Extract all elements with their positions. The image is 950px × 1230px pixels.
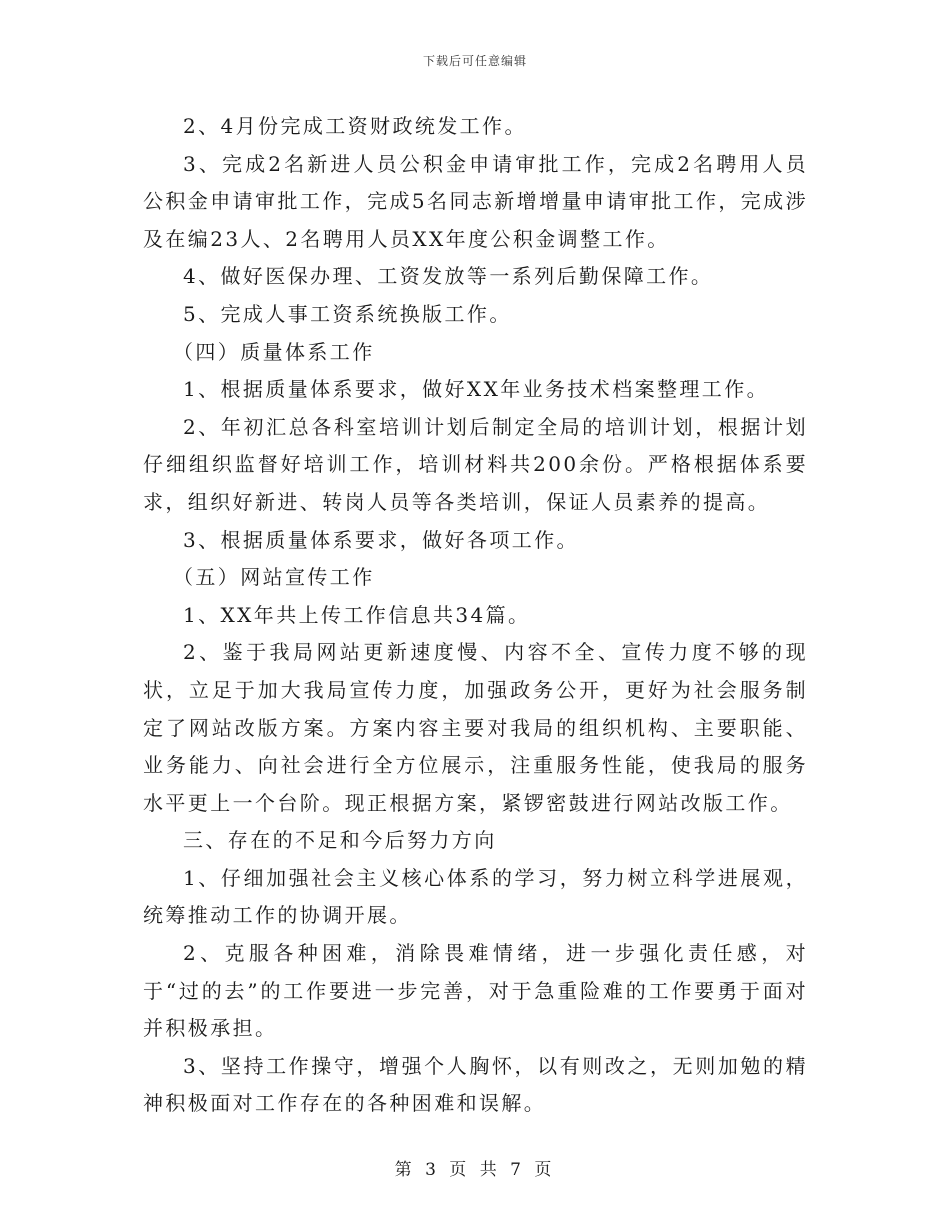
paragraph: 3、完成2名新进人员公积金申请审批工作，完成2名聘用人员公积金申请审批工作，完成5名同志新增增量申请审批工作，完成涉及在编23人、2名聘用人员XX年度公积金调整工作。 — [143, 151, 808, 251]
section-heading: 三、存在的不足和今后努力方向 — [183, 828, 497, 853]
header-note: 下载后可任意编辑 — [422, 54, 527, 68]
paragraph: 2、克服各种困难，消除畏难情绪，进一步强化责任感，对于“过的去”的工作要进一步完善，对于急重险难的工作要勇于面对并积极承担。 — [143, 941, 808, 1041]
paragraph: 1、仔细加强社会主义核心体系的学习，努力树立科学进展观，统筹推动工作的协调开展。 — [143, 865, 808, 928]
paragraph: 4、做好医保办理、工资发放等一系列后勤保障工作。 — [183, 264, 714, 289]
section-heading: （四）质量体系工作 — [173, 339, 375, 364]
page-number: 第 3 页 共 7 页 — [394, 1160, 556, 1180]
document-body — [143, 108, 808, 1123]
paragraph: 3、根据质量体系要求，做好各项工作。 — [183, 527, 579, 552]
paragraph: 1、根据质量体系要求，做好XX年业务技术档案整理工作。 — [183, 377, 770, 402]
paragraph: 2、4月份完成工资财政统发工作。 — [183, 114, 527, 138]
paragraph: 1、XX年共上传工作信息共34篇。 — [183, 602, 531, 627]
paragraph: 3、坚持工作操守，增强个人胸怀，以有则改之，无则加勉的精神积极面对工作存在的各种困难和误解。 — [143, 1053, 808, 1116]
section-heading: （五）网站宣传工作 — [173, 565, 375, 590]
paragraph: 2、鉴于我局网站更新速度慢、内容不全、宣传力度不够的现状，立足于加大我局宣传力度，加强政务公开，更好为社会服务制定了网站改版方案。方案内容主要对我局的组织机构、主要职能、业务能力、向社会进行全方位展示，注重服务性能，使我局的服务水平更上一个台阶。现正根据方案，紧锣密鼓进行网站改版工作。 — [143, 640, 808, 815]
paragraph: 5、完成人事工资系统换版工作。 — [183, 301, 512, 326]
paragraph: 2、年初汇总各科室培训计划后制定全局的培训计划，根据计划仔细组织监督好培训工作，培训材料共200余份。严格根据体系要求，组织好新进、转岗人员等各类培训，保证人员素养的提高。 — [143, 414, 808, 514]
